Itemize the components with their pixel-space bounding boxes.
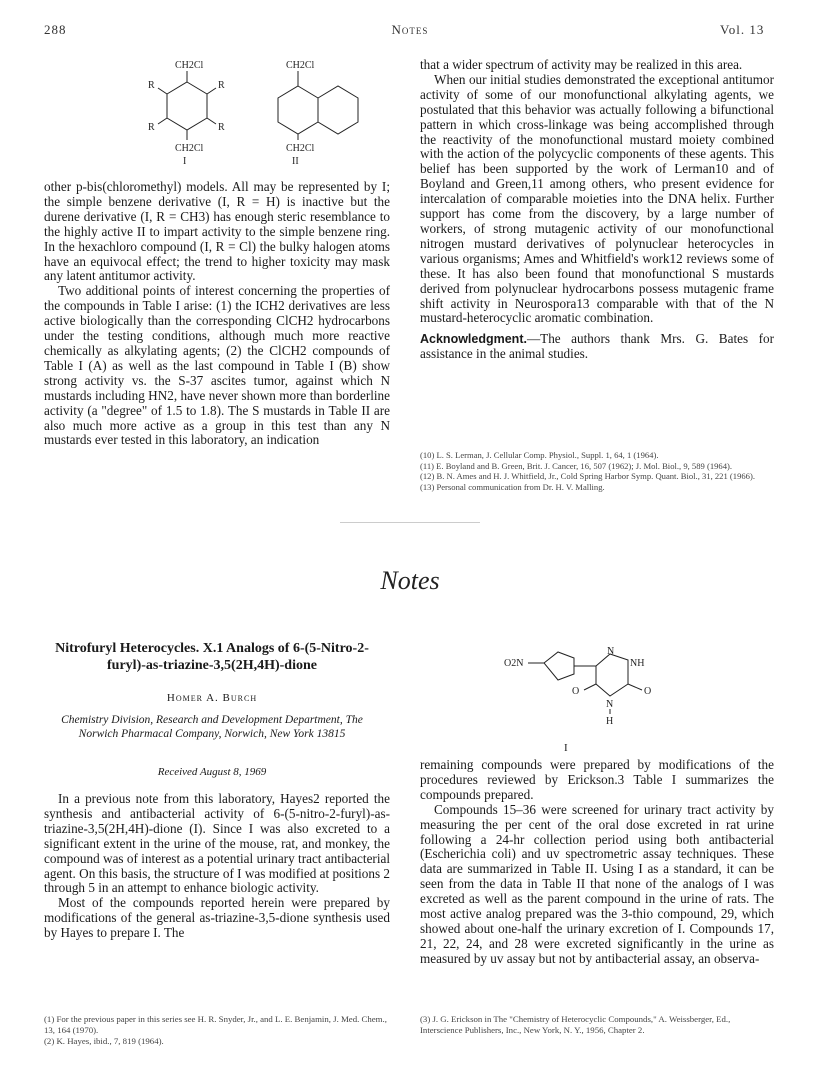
reference: (11) E. Boyland and B. Green, Brit. J. Cancer, 16, 507 (1962); J. Mol. Biol., 9, 589 (1964). [420, 460, 733, 471]
I-r-lr: R [218, 122, 225, 133]
paragraph: When our initial studies demonstrated the exceptional antitumor activity of some of our monofunctional alkylating agents, we postulated that this behavior was actually following a bifunctional pattern in which cross-linkage was being accomplished through the reactivity of the monofunctional mustard moiety combined with the action of the polycyclic components of these agents. This belief has been supported by the work of Lerman10 and of Boyland and Green,11 among others, who present evidence for intercalation of comparable moieties into the DNA helix. Further support has come from the discovery, by a large number of workers, of strong mutagenic activity of our monofunctional nitrogen mustard derivatives of polynuclear heterocycles in various organisms; Ames and Whitfield's work12 reviews some of these. It has also been found that monofunctional S mustards derived from polynuclear hydrocarbons possess mutagenic frame shift activity in Neurospora13 comparable with that of the N mustard-heterocyclic aromatic combination. [420, 71, 774, 326]
references [420, 450, 774, 492]
footnotes-right [420, 1014, 774, 1036]
nitro-group: O2N [504, 658, 524, 669]
article-affiliation: Chemistry Division, Research and Development Department, The Norwich Pharmacal Company, Norwich, New York 13815 [61, 714, 363, 740]
right-column-upper [420, 58, 774, 362]
I-label: I [183, 156, 187, 166]
reference: (10) L. S. Lerman, J. Cellular Comp. Physiol., Suppl. 1, 64, 1 (1964). [420, 450, 659, 460]
carbonyl-o-right: O [644, 686, 652, 697]
acknowledgment-label: Acknowledgment. [420, 332, 527, 347]
ring-nh: NH [630, 658, 645, 669]
page-number: 288 [44, 22, 67, 37]
II-bottom-sub: CH2Cl [286, 143, 315, 154]
volume-label: Vol. 13 [720, 22, 765, 37]
reference: (13) Personal communication from Dr. H. V. Malling. [420, 481, 605, 492]
article-right-column [420, 758, 774, 967]
left-column-upper [44, 180, 390, 448]
notes-heading: Notes [380, 566, 440, 595]
article-left-column [44, 792, 390, 941]
footnote: (3) J. G. Erickson in The "Chemistry of Heterocyclic Compounds," A. Weissberger, Ed., Interscience Publishers, Inc., New York, N. Y., 1956, Chapter 2. [420, 1014, 731, 1035]
II-top-sub: CH2Cl [286, 60, 315, 71]
I-r-ll: R [148, 122, 155, 133]
paragraph: other p-bis(chloromethyl) models. All may be represented by I; the simple benzene derivative (I, R = H) is inactive but the durene derivative (I, R = CH3) has enough steric resemblance to the highly active II to impart activity to the simple benzene ring. In the hexachloro compound (I, R = Cl) the bulky halogen atoms have an equivocal effect; the trend to higher toxicity may mask any latent antitumor activity. [44, 179, 390, 284]
paragraph: In a previous note from this laboratory, Hayes2 reported the synthesis and antibacterial activity of 6-(5-nitro-2-furyl)-as-triazine-3,5(2H,4H)-dione (I). Since I was also excreted to a significant extent in the urine of the mouse, rat, and monkey, the compound was of interest as a potential urinary tract antibacterial agent. On this basis, the structure of I was modified at positions 2 through 5 in an attempt to enhance biologic activity. [44, 791, 390, 896]
I-r-ur: R [218, 80, 225, 91]
acknowledgment [420, 332, 774, 362]
carbonyl-o-left: O [572, 686, 580, 697]
footnote: (1) For the previous paper in this series see H. R. Snyder, Jr., and L. E. Benjamin, J. Med. Chem., 13, 164 (1970). [44, 1014, 387, 1035]
ring-h: H [606, 716, 614, 727]
I-bottom-sub: CH2Cl [175, 143, 204, 154]
running-head: Notes [391, 22, 429, 37]
article-title: Nitrofuryl Heterocycles. X.1 Analogs of 6-(5-Nitro-2-furyl)-as-triazine-3,5(2H,4H)-dione [55, 641, 369, 673]
reference: (12) B. N. Ames and H. J. Whitfield, Jr., Cold Spring Harbor Symp. Quant. Biol., 31, 221 (1966). [420, 471, 755, 481]
paragraph: Two additional points of interest concerning the properties of the compounds in Table I arise: (1) the ICH2 derivatives are less active biologically than the corresponding ClCH2 hydrocarbons under the testing conditions, although much more reactive chemically as alkylating agents; (2) the ClCH2 compounds of Table I (A) as well as the last compound in Table I (B) show strong activity vs. the S-37 ascites tumor, against which N mustards including HN2, have never shown more than borderline activity (a "degree" of 1.5 to 1.8). The S mustards in Table II are also much more active as a group in this test than any N mustards ever tested in this laboratory, an indication [44, 283, 390, 448]
divider [340, 522, 480, 523]
structure-I-II [120, 56, 380, 166]
footnotes-left [44, 1014, 390, 1047]
paragraph: remaining compounds were prepared by modifications of the procedures reviewed by Erickson.3 Table I summarizes the compounds prepared. [420, 757, 774, 802]
received-date: Received August 8, 1969 [157, 766, 267, 778]
structure-label: I [564, 742, 568, 754]
II-label: II [292, 156, 299, 166]
I-r-ul: R [148, 80, 155, 91]
I-top-sub: CH2Cl [175, 60, 204, 71]
paragraph: Most of the compounds reported herein were prepared by modifications of the general as-triazine-3,5-dione synthesis used by Hayes to prepare I. The [44, 895, 390, 941]
acknowledgment-text: —The authors thank Mrs. G. Bates for assistance in the animal studies. [420, 331, 774, 362]
ring-n-bottom: N [606, 699, 614, 710]
paragraph: that a wider spectrum of activity may be realized in this area. [420, 57, 743, 72]
structure-nitrofuryl-triazinedione [500, 644, 700, 740]
ring-n-top: N [607, 646, 615, 657]
footnote: (2) K. Hayes, ibid., 7, 819 (1964). [44, 1036, 164, 1046]
article-author: Homer A. Burch [166, 692, 258, 704]
paragraph: Compounds 15–36 were screened for urinary tract activity by measuring the per cent of the oral dose excreted in rat urine following a 24-hr collection period using both antibacterial (Escherichia coli) and uv spectrometric assay techniques. These data are summarized in Table II. Using I as a standard, it can be seen from the data in Table II that none of the analogs of I was excreted as well as the parent compound in the urine of rats. The most active analog prepared was the 3-thio compound, 29, which showed about one-half the urinary excretion of I. Compounds 17, 21, 22, 24, and 28 were excreted significantly in the urine as measured by uv assay but not by antibacterial assay, an observa- [420, 801, 774, 966]
